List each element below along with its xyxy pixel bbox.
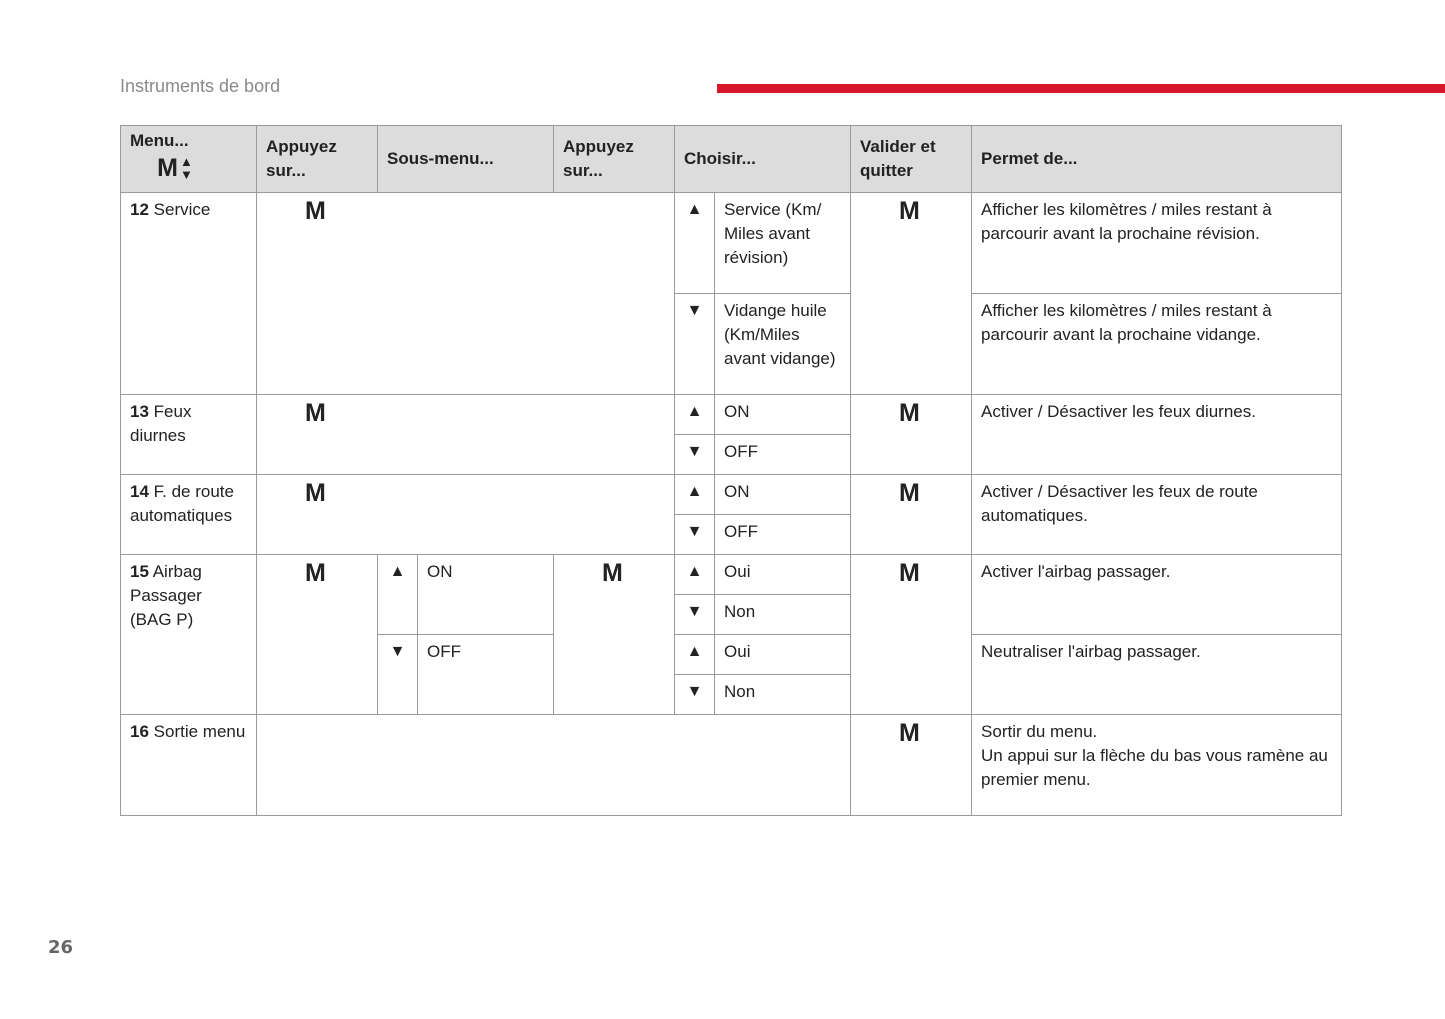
m-button-icon: M	[157, 154, 178, 182]
empty-cell	[257, 715, 851, 816]
choice-yes: Oui	[715, 635, 851, 675]
press-m-cell	[257, 395, 675, 475]
arrow-down-icon: ▼	[389, 643, 406, 660]
arrow-down-icon: ▼	[686, 603, 703, 620]
arrow-down-cell	[675, 515, 715, 555]
m-button-icon: M	[899, 399, 920, 427]
col-header-allows: Permet de...	[972, 126, 1342, 193]
arrow-down-icon: ▼	[686, 523, 703, 540]
choice-oil-change: Vidange huile (Km/Miles avant vidange)	[715, 294, 851, 395]
menu-item-number: 14	[130, 482, 149, 501]
press-m-cell	[257, 555, 378, 715]
choice-no: Non	[715, 595, 851, 635]
section-title: Instruments de bord	[120, 76, 281, 96]
arrow-down-cell	[675, 595, 715, 635]
menu-item-number: 15	[130, 562, 149, 581]
submenu-off: OFF	[418, 635, 554, 715]
m-button-icon: M	[602, 559, 623, 587]
arrow-down-icon: ▼	[179, 167, 193, 182]
choice-yes: Oui	[715, 555, 851, 595]
desc-service: Afficher les kilomètres / miles restant à parcourir avant la prochaine révision.	[972, 193, 1342, 294]
menu-item-label: Sortie menu	[148, 722, 246, 741]
m-button-icon: M	[305, 479, 326, 507]
page-number: 26	[48, 937, 74, 958]
m-button-icon: M	[899, 559, 920, 587]
menu-item-daytime-lights	[121, 395, 257, 475]
table-row	[121, 395, 1342, 435]
menu-item-number: 12	[130, 200, 149, 219]
choice-on: ON	[715, 475, 851, 515]
menu-item-service	[121, 193, 257, 395]
arrow-up-cell	[675, 555, 715, 595]
choice-no: Non	[715, 675, 851, 715]
validate-m-cell	[851, 475, 972, 555]
arrow-up-cell	[675, 395, 715, 435]
choice-on: ON	[715, 395, 851, 435]
press-m-cell-2	[554, 555, 675, 715]
menu-item-exit	[121, 715, 257, 816]
arrow-down-cell	[675, 294, 715, 395]
menu-header-icon	[130, 155, 220, 181]
arrow-up-icon: ▲	[686, 403, 703, 420]
arrow-down-icon: ▼	[686, 443, 703, 460]
table-row	[121, 193, 1342, 294]
arrow-down-icon: ▼	[686, 683, 703, 700]
desc-daytime-lights: Activer / Désactiver les feux diurnes.	[972, 395, 1342, 475]
desc-oil-change: Afficher les kilomètres / miles restant à parcourir avant la prochaine vidange.	[972, 294, 1342, 395]
submenu-arrow-up-cell	[378, 555, 418, 635]
header-accent-bar	[717, 84, 1445, 93]
arrow-up-cell	[675, 475, 715, 515]
col-header-press-2: Appuyez sur...	[554, 126, 675, 193]
press-m-cell	[257, 475, 675, 555]
desc-exit	[972, 715, 1342, 816]
menu-item-number: 13	[130, 402, 149, 421]
arrow-down-cell	[675, 435, 715, 475]
m-button-icon: M	[305, 559, 326, 587]
m-button-icon: M	[899, 719, 920, 747]
menu-item-auto-high-beam	[121, 475, 257, 555]
validate-m-cell	[851, 555, 972, 715]
menu-item-label: Service	[148, 200, 211, 219]
press-m-cell	[257, 193, 675, 395]
desc-exit-line-2: Un appui sur la flèche du bas vous ramène au premier menu.	[981, 746, 1328, 789]
col-header-validate: Valider et quitter	[851, 126, 972, 193]
desc-auto-high-beam: Activer / Désactiver les feux de route automatiques.	[972, 475, 1342, 555]
menu-item-label: F. de route automatiques	[130, 482, 234, 525]
arrow-up-icon: ▲	[389, 563, 406, 580]
desc-exit-line-1: Sortir du menu.	[981, 722, 1098, 741]
table-row	[121, 715, 1342, 816]
arrow-up-icon: ▲	[179, 154, 193, 169]
validate-m-cell	[851, 715, 972, 816]
arrow-up-icon: ▲	[686, 643, 703, 660]
arrow-up-icon: ▲	[686, 201, 703, 218]
validate-m-cell	[851, 193, 972, 395]
col-header-press-1: Appuyez sur...	[257, 126, 378, 193]
col-header-choose: Choisir...	[675, 126, 851, 193]
menu-table	[120, 125, 1342, 816]
arrow-down-icon: ▼	[686, 302, 703, 319]
desc-airbag-off: Neutraliser l'airbag passager.	[972, 635, 1342, 715]
validate-m-cell	[851, 395, 972, 475]
table-header-row	[121, 126, 1342, 193]
table-row	[121, 555, 1342, 595]
table-row	[121, 475, 1342, 515]
arrow-up-cell	[675, 193, 715, 294]
desc-airbag-on: Activer l'airbag passager.	[972, 555, 1342, 635]
arrow-up-icon: ▲	[686, 563, 703, 580]
up-down-arrows-icon	[180, 155, 193, 181]
arrow-up-cell	[675, 635, 715, 675]
m-button-icon: M	[899, 197, 920, 225]
col-header-menu	[121, 126, 257, 193]
menu-item-label: Airbag Passager (BAG P)	[130, 562, 202, 629]
arrow-up-icon: ▲	[686, 483, 703, 500]
m-button-icon: M	[899, 479, 920, 507]
menu-item-label: Feux diurnes	[130, 402, 192, 445]
menu-header-label: Menu...	[130, 131, 189, 150]
arrow-down-cell	[675, 675, 715, 715]
menu-item-number: 16	[130, 722, 149, 741]
menu-item-passenger-airbag	[121, 555, 257, 715]
choice-service-km: Service (Km/ Miles avant révision)	[715, 193, 851, 294]
choice-off: OFF	[715, 435, 851, 475]
m-button-icon: M	[305, 197, 326, 225]
m-button-icon: M	[305, 399, 326, 427]
col-header-submenu: Sous-menu...	[378, 126, 554, 193]
submenu-arrow-down-cell	[378, 635, 418, 715]
choice-off: OFF	[715, 515, 851, 555]
submenu-on: ON	[418, 555, 554, 635]
